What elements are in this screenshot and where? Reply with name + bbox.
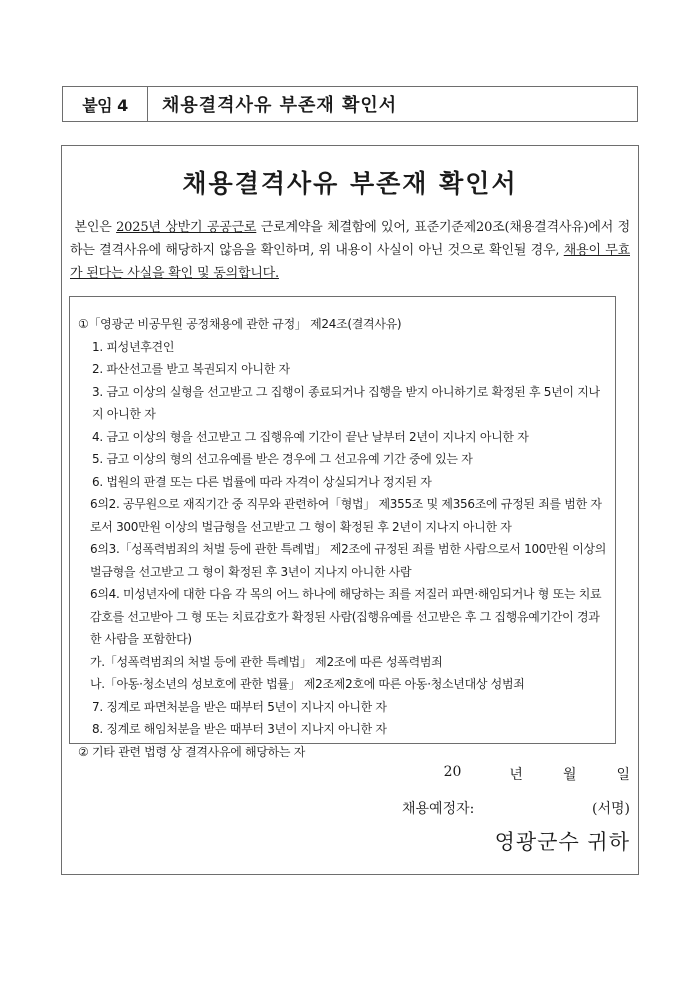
intro-prefix: 본인은 [74,220,117,235]
attachment-tag: 붙임 4 [63,87,148,121]
document-title: 채용결격사유 부존재 확인서 [182,169,518,198]
signer-label: 채용예정자: [402,801,475,817]
clause-1-title: ①「영광군 비공무원 공정채용에 관한 규정」 제24조(결격사유) [78,317,402,331]
attachment-header [62,86,638,122]
program-name: 2025년 상반기 공공근로 [116,220,257,235]
signer-line [402,798,630,818]
day-label: 일 [616,767,630,783]
clause-subitem: 가.「성폭력범죄의 처벌 등에 관한 특례법」 제2조에 따른 성폭력범죄 [90,654,443,669]
attachment-title: 채용결격사유 부존재 확인서 [162,95,398,116]
intro-middle: 근로계약을 체결함에 있어, 표준기준제20조(채용결격사유)에서 정하는 결격사유에 해당하지 않음을 확인하며, 위 내용이 사실이 아닌 것으로 확인될 경우, [70,220,630,258]
clause-item: 5. 금고 이상의 형의 선고유예를 받은 경우에 그 선고유예 기간 중에 있는 자 [92,452,473,466]
clause-item: 6. 법원의 판결 또는 다른 법률에 따라 자격이 상실되거나 정지된 자 [92,474,432,489]
addressee: 영광군수 귀하 [494,830,630,854]
intro-paragraph [70,216,630,285]
clause-item: 6의3.「성폭력범죄의 처벌 등에 관한 특례법」 제2조에 규정된 죄를 범한 사람으로서 100만원 이상의 벌금형을 선고받고 그 형이 확정된 후 3년이 지나지 아니한 사람 [90,542,607,579]
confirmation-form [61,145,639,875]
clause-item: 1. 피성년후견인 [92,339,175,354]
year-label: 년 [509,767,523,783]
clause-item: 6의2. 공무원으로 재직기간 중 직무와 관련하여「형법」 제355조 및 제356조에 규정된 죄를 범한 자로서 300만원 이상의 벌금형을 선고받고 그 형이 확정된 후 2년이 지나지 아니한 자 [90,497,602,534]
clause-item: 7. 징계로 파면처분을 받은 때부터 5년이 지나지 아니한 자 [92,699,387,714]
clause-item: 6의4. 미성년자에 대한 다음 각 목의 어느 하나에 해당하는 죄를 저질러 파면·해임되거나 형 또는 치료감호를 선고받아 그 형 또는 치료감호가 확정된 사람(집행유예를 선고받은 후 그 집행유예기간이 경과한 사람을 포함한다) [90,587,602,646]
clause-item: 4. 금고 이상의 형을 선고받고 그 집행유예 기간이 끝난 날부터 2년이 지나지 아니한 자 [92,429,529,444]
date-line [444,764,630,784]
disqualification-clauses [69,296,616,759]
month-label: 월 [562,767,577,783]
clause-2-title: ② 기타 관련 법령 상 결격사유에 해당하는 자 [78,744,306,759]
clause-item: 2. 파산선고를 받고 복권되지 아니한 자 [92,362,290,376]
clause-item: 3. 금고 이상의 실형을 선고받고 그 집행이 종료되거나 집행을 받지 아니하기로 확정된 후 5년이 지나지 아니한 자 [92,384,600,421]
clause-item: 8. 징계로 해임처분을 받은 때부터 3년이 지나지 아니한 자 [92,722,387,736]
signature-label: (서명) [592,801,630,817]
clause-subitem: 나.「아동·청소년의 성보호에 관한 법률」 제2조제2호에 따른 아동·청소년대상 성범죄 [90,677,525,691]
consent-statement: 채용이 무효가 된다는 사실을 확인 및 동의합니다. [70,243,630,281]
year-prefix: 20 [443,764,462,780]
